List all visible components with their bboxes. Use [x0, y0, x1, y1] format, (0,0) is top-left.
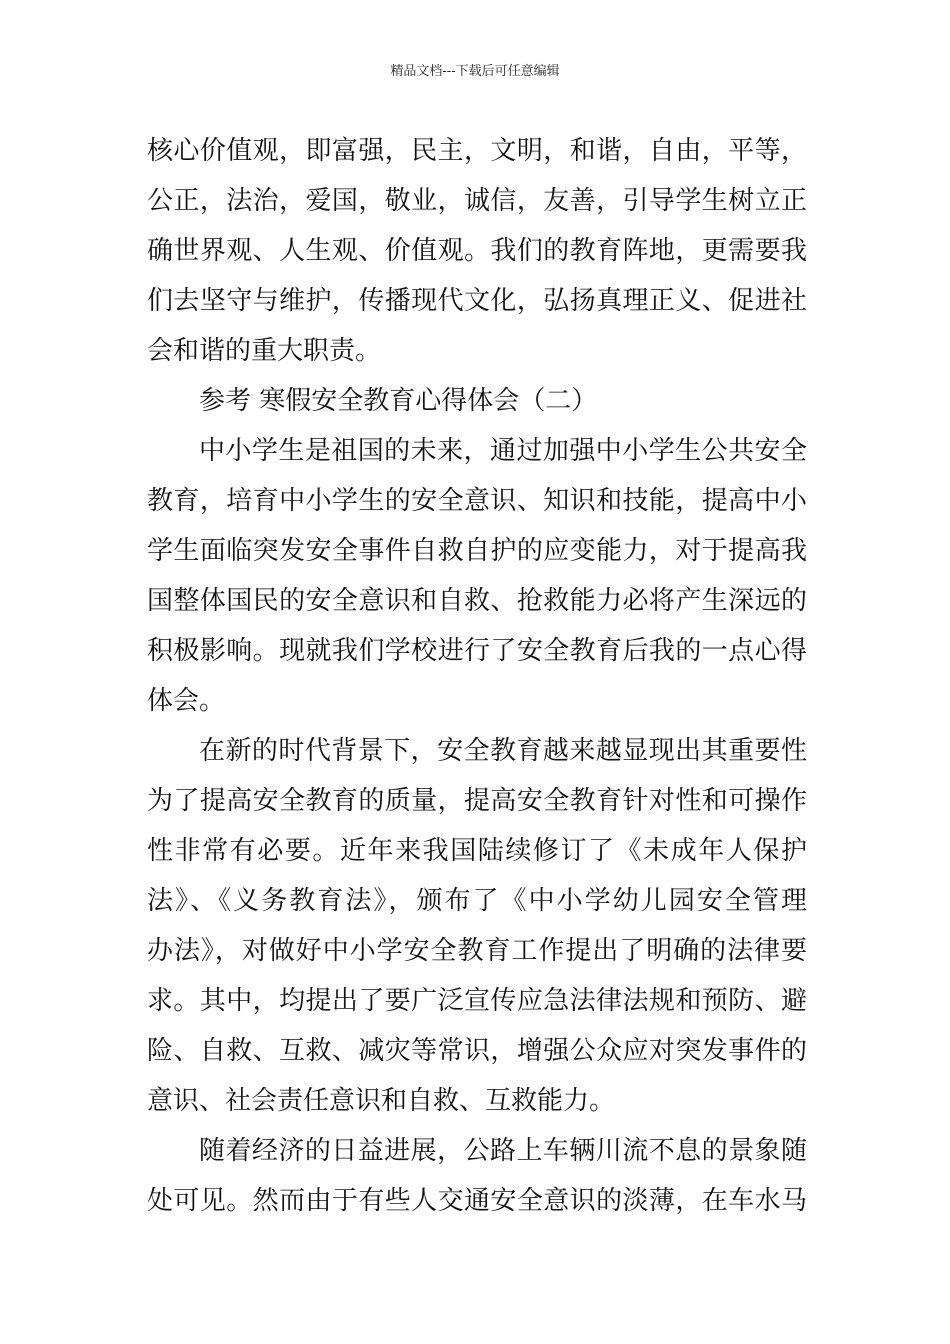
text-line: 核心价值观，即富强，民主，文明，和谐，自由，平等， — [147, 136, 807, 166]
text-line: 在新的时代背景下，安全教育越来越显现出其重要性 — [199, 736, 807, 766]
text-line: 意识、社会责任意识和自救、互救能力。 — [147, 1086, 616, 1116]
text-line: 确世界观、人生观、价值观。我们的教育阵地，更需要我 — [147, 236, 807, 266]
text-line: 学生面临突发安全事件自救自护的应变能力，对于提高我 — [147, 536, 807, 566]
text-line: 教育，培育中小学生的安全意识、知识和技能，提高中小 — [147, 486, 807, 516]
text-line: 公正，法治，爱国，敬业，诚信，友善，引导学生树立正 — [147, 186, 807, 216]
page-header: 精品文档---下载后可任意编辑 — [390, 64, 560, 79]
text-line: 体会。 — [147, 686, 226, 716]
text-line: 办法》，对做好中小学安全教育工作提出了明确的法律要 — [147, 936, 807, 966]
section-heading: 参考 寒假安全教育心得体会（二） — [199, 386, 598, 416]
text-line: 中小学生是祖国的未来，通过加强中小学生公共安全 — [199, 436, 807, 466]
text-line: 国整体国民的安全意识和自救、抢救能力必将产生深远的 — [147, 586, 807, 616]
text-line: 们去坚守与维护，传播现代文化，弘扬真理正义、促进社 — [147, 286, 807, 316]
text-line: 险、自救、互救、减灾等常识，增强公众应对突发事件的 — [147, 1036, 807, 1066]
text-line: 性非常有必要。近年来我国陆续修订了《未成年人保护 — [147, 836, 807, 866]
document-body — [147, 126, 807, 1226]
text-line: 积极影响。现就我们学校进行了安全教育后我的一点心得 — [147, 636, 807, 666]
text-line: 求。其中，均提出了要广泛宣传应急法律法规和预防、避 — [147, 986, 807, 1016]
text-line: 法》、《义务教育法》，颁布了《中小学幼儿园安全管理 — [147, 886, 807, 916]
text-line: 为了提高安全教育的质量，提高安全教育针对性和可操作 — [147, 786, 807, 816]
text-line: 随着经济的日益进展，公路上车辆川流不息的景象随 — [199, 1136, 807, 1166]
text-line: 会和谐的重大职责。 — [147, 336, 382, 366]
text-line: 处可见。然而由于有些人交通安全意识的淡薄，在车水马 — [147, 1186, 807, 1216]
